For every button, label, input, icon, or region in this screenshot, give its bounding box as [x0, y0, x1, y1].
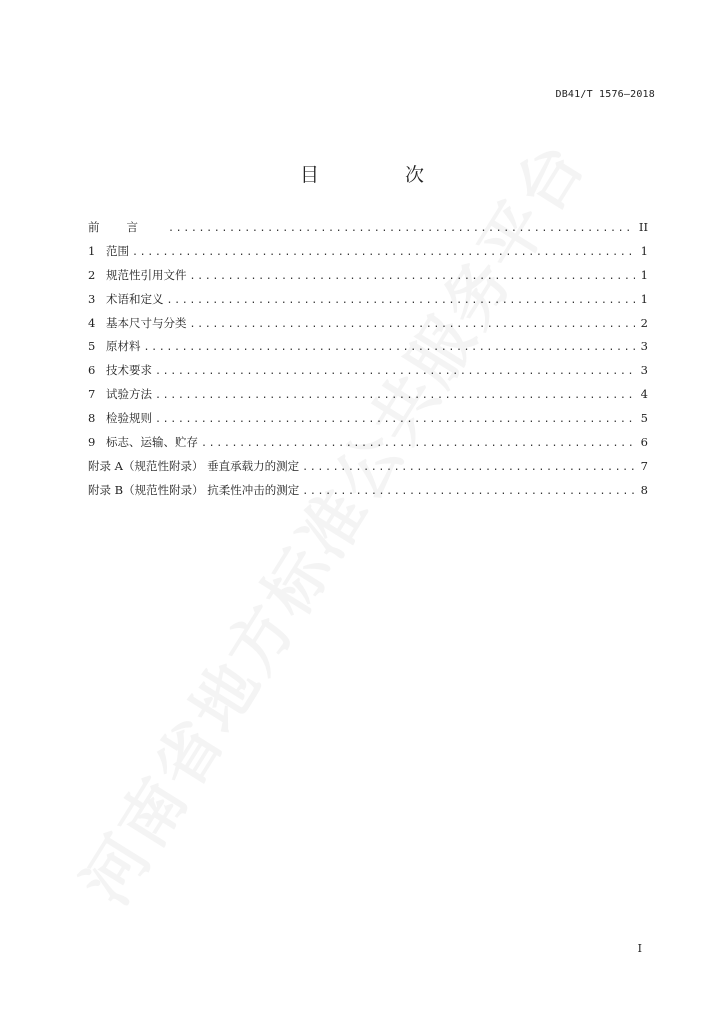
toc-leader-dots	[132, 245, 635, 261]
standard-code: DB41/T 1576—2018	[555, 89, 655, 100]
toc-entry-title: 技术要求	[106, 363, 152, 378]
toc-entry-page: 6	[640, 435, 648, 450]
toc-entry-number: 7	[88, 387, 96, 402]
toc-entry-page: 3	[640, 363, 648, 378]
toc-entry-number: 5	[88, 339, 96, 354]
toc-entry[interactable]	[88, 291, 648, 315]
toc-entry-page: 8	[640, 482, 648, 497]
toc-entry-title: 检验规则	[106, 411, 152, 426]
toc-leader-dots	[155, 388, 635, 404]
toc-entry-page: 3	[640, 339, 648, 354]
toc-entry[interactable]	[88, 362, 648, 386]
toc-entry-label	[88, 410, 152, 426]
toc-entry-title: 附录 A（规范性附录） 垂直承载力的测定	[88, 458, 300, 473]
toc-entry-title: 附录 B（规范性附录） 抗柔性冲击的测定	[88, 482, 300, 497]
toc-entry-title: 试验方法	[106, 387, 152, 402]
toc-entry-title: 前言	[88, 220, 165, 234]
toc-entry-label	[88, 243, 129, 259]
toc-entry[interactable]	[88, 482, 648, 506]
toc-entry-label	[88, 267, 187, 283]
toc-entry-label	[88, 386, 152, 402]
toc-entry-label	[88, 315, 187, 331]
toc-entry-title: 规范性引用文件	[106, 267, 187, 282]
toc-leader-dots	[168, 221, 635, 237]
toc-entry-page: 1	[640, 243, 648, 258]
toc-entry[interactable]	[88, 243, 648, 267]
page-number: I	[637, 942, 642, 955]
toc-entry-label	[88, 458, 299, 474]
toc-entry-label	[88, 338, 141, 354]
toc-entry-title: 原材料	[106, 339, 141, 354]
toc-leader-dots	[302, 484, 635, 500]
toc-entry[interactable]	[88, 267, 648, 291]
toc-leader-dots	[155, 412, 635, 428]
toc-leader-dots	[201, 436, 635, 452]
toc-entry-number: 1	[88, 243, 96, 258]
toc-entry-number: 4	[88, 315, 96, 330]
toc-entry-page: 5	[640, 411, 648, 426]
toc-entry[interactable]	[88, 219, 648, 243]
toc-entry-page: 4	[640, 387, 648, 402]
toc-entry[interactable]	[88, 434, 648, 458]
toc-leader-dots	[190, 269, 636, 285]
toc-entry-title: 基本尺寸与分类	[106, 315, 187, 330]
toc-entry-title: 标志、运输、贮存	[106, 435, 198, 450]
toc-entry-label	[88, 291, 164, 307]
toc-entry-number: 3	[88, 291, 96, 306]
toc-entry-page: 1	[640, 267, 648, 282]
toc-entry[interactable]	[88, 458, 648, 482]
toc-entry-page: 1	[640, 291, 648, 306]
toc-entry-page: II	[638, 220, 648, 234]
toc-entry-number: 6	[88, 363, 96, 378]
toc-entry-label	[88, 219, 165, 235]
toc-entry-label	[88, 434, 198, 450]
toc-leader-dots	[167, 293, 636, 309]
table-of-contents	[88, 219, 648, 506]
toc-entry-number: 8	[88, 411, 96, 426]
toc-entry-number: 9	[88, 435, 96, 450]
toc-entry[interactable]	[88, 315, 648, 339]
toc-entry-label	[88, 482, 299, 498]
toc-entry-number: 2	[88, 267, 96, 282]
toc-entry-page: 7	[640, 458, 648, 473]
toc-leader-dots	[155, 364, 635, 380]
toc-entry[interactable]	[88, 386, 648, 410]
toc-entry-page: 2	[640, 315, 648, 330]
toc-leader-dots	[302, 460, 635, 476]
toc-entry-title: 范围	[106, 243, 129, 258]
toc-leader-dots	[190, 317, 636, 333]
toc-entry-label	[88, 362, 152, 378]
page-title: 目 次	[299, 164, 465, 186]
toc-entry[interactable]	[88, 410, 648, 434]
toc-leader-dots	[144, 340, 636, 356]
toc-entry-title: 术语和定义	[106, 291, 164, 306]
toc-entry[interactable]	[88, 338, 648, 362]
